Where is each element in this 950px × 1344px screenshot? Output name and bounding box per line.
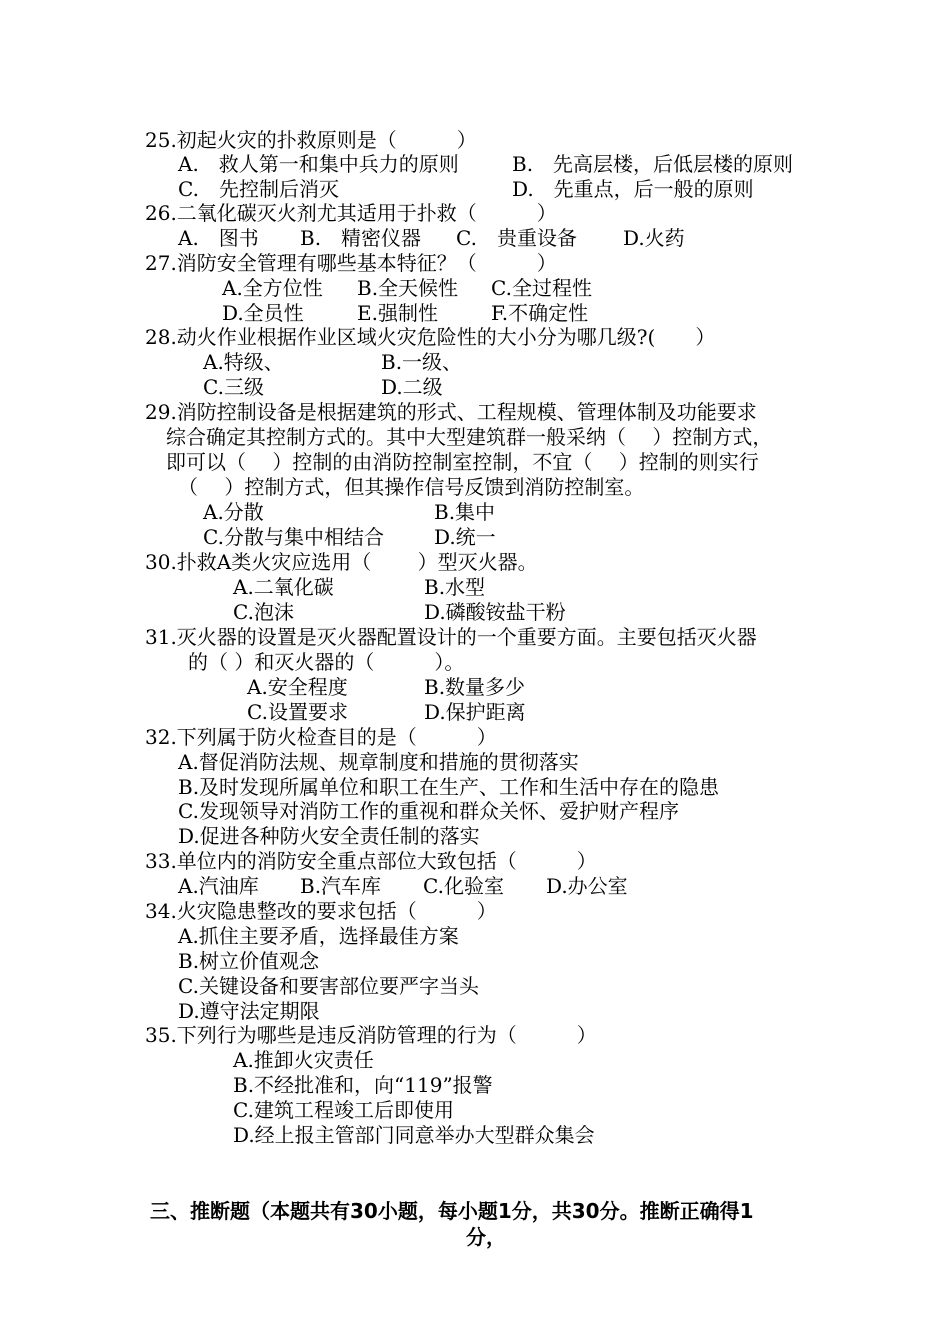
question-33-option-a: A.汽油库 [178, 874, 259, 898]
section-heading-line-1: 三、推断题（本题共有30小题，每小题1分，共30分。推断正确得1 [150, 1199, 754, 1223]
question-26-stem: 26.二氧化碳灭火剂尤其适用于扑救（ ） [145, 201, 557, 225]
question-29-option-b: B.集中 [434, 500, 496, 524]
question-32-stem: 32.下列属于防火检查目的是（ ） [145, 725, 497, 749]
question-29-option-d: D.统一 [434, 525, 496, 549]
question-34-stem: 34.火灾隐患整改的要求包括（ ） [145, 899, 497, 923]
question-35-stem: 35.下列行为哪些是违反消防管理的行为（ ） [145, 1023, 597, 1047]
question-27-option-f: F.不确定性 [491, 301, 589, 325]
question-25-stem: 25.初起火灾的扑救原则是（ ） [145, 128, 477, 152]
question-35-option-a: A.推卸火灾责任 [233, 1048, 374, 1072]
question-32-option-c: C.发现领导对消防工作的重视和群众关怀、爱护财产程序 [178, 799, 679, 823]
question-26-option-a: A. 图书 [178, 226, 259, 250]
question-32-option-a: A.督促消防法规、规章制度和措施的贯彻落实 [178, 750, 579, 774]
question-28-option-c: C.三级 [203, 375, 264, 399]
question-31-option-d: D.保护距离 [424, 700, 526, 724]
question-25-option-a: A. 救人第一和集中兵力的原则 [178, 152, 459, 176]
question-33-option-c: C.化验室 [423, 874, 504, 898]
question-30-option-c: C.泡沫 [233, 600, 294, 624]
question-33-option-b: B.汽车库 [300, 874, 382, 898]
question-34-option-b: B.树立价值观念 [178, 949, 320, 973]
question-28-option-a: A.特级、 [203, 350, 284, 374]
question-25-option-c: C. 先控制后消灭 [178, 177, 339, 201]
question-30-option-a: A.二氧化碳 [233, 575, 334, 599]
question-28-stem: 28.动火作业根据作业区域火灾危险性的大小分为哪几级?( ） [145, 325, 716, 349]
question-26-option-c: C. 贵重设备 [456, 226, 577, 250]
question-27-option-c: C.全过程性 [491, 276, 592, 300]
question-29-stem-line-4: （ ）控制方式，但其操作信号反馈到消防控制室。 [178, 475, 645, 499]
question-30-stem: 30.扑救A类火灾应选用（ ）型灭火器。 [145, 550, 538, 574]
question-29-stem-line-2: 综合确定其控制方式的。其中大型建筑群一般采纳（ ）控制方式， [166, 425, 773, 449]
question-32-option-b: B.及时发现所属单位和职工在生产、工作和生活中存在的隐患 [178, 775, 720, 799]
question-29-option-c: C.分散与集中相结合 [203, 525, 384, 549]
question-35-option-d: D.经上报主管部门同意举办大型群众集会 [233, 1123, 595, 1147]
question-27-option-a: A.全方位性 [222, 276, 323, 300]
question-26-option-b: B. 精密仪器 [300, 226, 422, 250]
question-26-option-d: D.火药 [623, 226, 685, 250]
question-34-option-a: A.抓住主要矛盾，选择最佳方案 [178, 924, 459, 948]
question-27-option-d: D.全员性 [222, 301, 304, 325]
question-33-option-d: D.办公室 [546, 874, 628, 898]
question-29-option-a: A.分散 [203, 500, 264, 524]
question-27-option-e: E.强制性 [357, 301, 438, 325]
question-31-option-b: B.数量多少 [424, 675, 526, 699]
question-33-stem: 33.单位内的消防安全重点部位大致包括（ ） [145, 849, 597, 873]
question-29-stem-line-3: 即可以（ ）控制的由消防控制室控制，不宜（ ）控制的则实行 [166, 450, 759, 474]
question-31-option-a: A.安全程度 [247, 675, 348, 699]
section-heading-line-2: 分， [466, 1225, 506, 1249]
question-30-option-b: B.水型 [424, 575, 486, 599]
question-34-option-c: C.关键设备和要害部位要严字当头 [178, 974, 479, 998]
question-29-stem-line-1: 29.消防控制设备是根据建筑的形式、工程规模、管理体制及功能要求 [145, 400, 757, 424]
question-34-option-d: D.遵守法定期限 [178, 999, 320, 1023]
question-32-option-d: D.促进各种防火安全责任制的落实 [178, 824, 480, 848]
question-35-option-c: C.建筑工程竣工后即使用 [233, 1098, 454, 1122]
question-27-stem: 27.消防安全管理有哪些基本特征？（ ） [145, 251, 557, 275]
question-27-option-b: B.全天候性 [357, 276, 459, 300]
question-31-option-c: C.设置要求 [247, 700, 348, 724]
question-30-option-d: D.磷酸铵盐干粉 [424, 600, 566, 624]
question-35-option-b: B.不经批准和，向“119”报警 [233, 1073, 493, 1097]
question-25-option-b: B. 先高层楼，后低层楼的原则 [512, 152, 794, 176]
question-31-stem-line-2: 的（ ）和灭火器的（ ）。 [188, 650, 465, 674]
question-25-option-d: D. 先重点，后一般的原则 [512, 177, 754, 201]
question-31-stem-line-1: 31.灭火器的设置是灭火器配置设计的一个重要方面。主要包括灭火器 [145, 625, 757, 649]
question-28-option-d: D.二级 [381, 375, 443, 399]
question-28-option-b: B.一级、 [381, 350, 463, 374]
